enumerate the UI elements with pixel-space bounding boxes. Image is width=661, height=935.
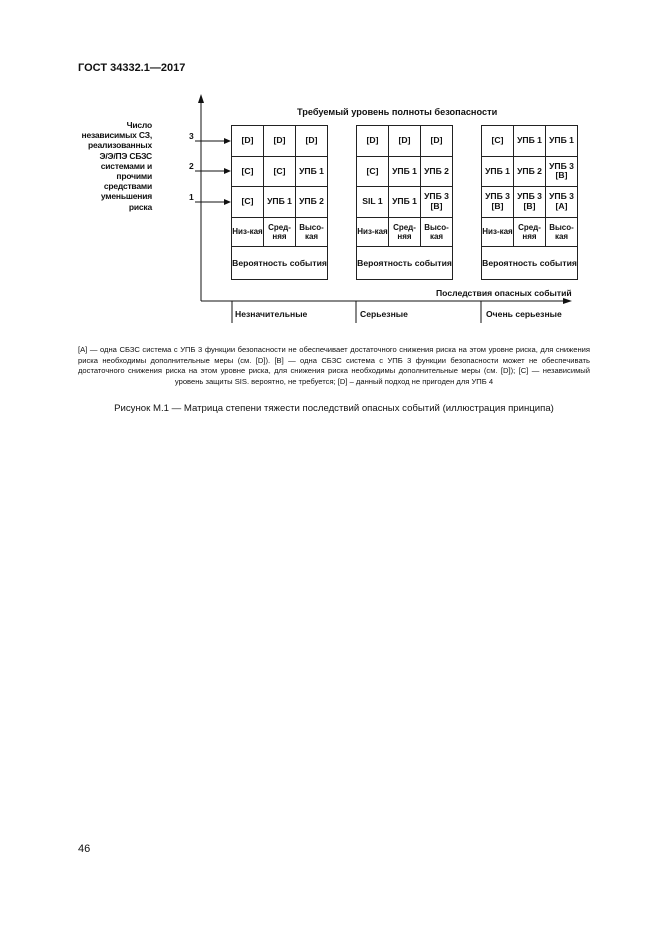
- severity-very-serious: Очень серьезные: [486, 309, 562, 319]
- y-level-1: 1: [189, 192, 194, 202]
- cell: [C]: [264, 156, 296, 187]
- probability-low: Низ-кая: [482, 217, 514, 246]
- probability-high: Высо-кая: [421, 217, 453, 246]
- x-axis-label: Последствия опасных событий: [436, 288, 572, 298]
- cell: УПБ 3 [A]: [546, 187, 578, 218]
- cell: [C]: [232, 187, 264, 218]
- cell: УПБ 2: [514, 156, 546, 187]
- cell: [D]: [421, 126, 453, 157]
- y-axis-arrow: [198, 94, 204, 103]
- probability-medium: Сред-няя: [514, 217, 546, 246]
- probability-footer: Вероятность события: [357, 246, 453, 279]
- cell: [C]: [232, 156, 264, 187]
- cell: [C]: [357, 156, 389, 187]
- probability-medium: Сред-няя: [389, 217, 421, 246]
- cell: УПБ 1: [546, 126, 578, 157]
- cell: [D]: [357, 126, 389, 157]
- cell: УПБ 3 [B]: [514, 187, 546, 218]
- y-level-2: 2: [189, 161, 194, 171]
- probability-high: Высо-кая: [546, 217, 578, 246]
- cell: УПБ 1: [389, 156, 421, 187]
- figure-notes: [A] — одна СБЗС система с УПБ 3 функции безопасности не обеспечивает достаточного снижения риска на этом уровне риска, для снижения риска необходимы дополнительные меры (см. [D]). [B] — одна СБЗС система с УПБ 3 функции безопасности может не обеспечивать достаточного снижения риска на этом уровне риска, для снижения риска необходимы дополнительные меры (см. [D]); [C] — независимый уровень защиты SIS. вероятно, не требуется; [D] – данный подход не пригоден для УПБ 4: [78, 345, 590, 386]
- figure-caption: Рисунок М.1 — Матрица степени тяжести последствий опасных событий (иллюстрация принципа): [114, 403, 554, 414]
- probability-footer: Вероятность события: [232, 246, 328, 279]
- probability-footer: Вероятность события: [482, 246, 578, 279]
- matrix-serious: [356, 125, 453, 280]
- cell: УПБ 2: [421, 156, 453, 187]
- cell: УПБ 3 [B]: [421, 187, 453, 218]
- cell: [D]: [232, 126, 264, 157]
- probability-low: Низ-кая: [357, 217, 389, 246]
- document-header: ГОСТ 34332.1—2017: [78, 62, 186, 74]
- y-axis-label: Число независимых СЗ, реализованных Э/Э/ПЭ СБЗС системами и прочими средствами уменьшения риска: [81, 120, 152, 212]
- cell: УПБ 1: [296, 156, 328, 187]
- cell: УПБ 1: [389, 187, 421, 218]
- cell: SIL 1: [357, 187, 389, 218]
- cell: УПБ 3 [B]: [482, 187, 514, 218]
- x-axis-arrow: [563, 298, 572, 304]
- cell: [D]: [389, 126, 421, 157]
- cell: УПБ 2: [296, 187, 328, 218]
- cell: [C]: [482, 126, 514, 157]
- severity-insignificant: Незначительные: [235, 309, 308, 319]
- cell: [D]: [264, 126, 296, 157]
- y-level-3: 3: [189, 131, 194, 141]
- probability-medium: Сред-няя: [264, 217, 296, 246]
- cell: УПБ 1: [514, 126, 546, 157]
- required-sil-title: Требуемый уровень полноты безопасности: [297, 107, 498, 117]
- cell: УПБ 1: [264, 187, 296, 218]
- matrix-very-serious: [481, 125, 578, 280]
- matrix-insignificant: [231, 125, 328, 280]
- probability-high: Высо-кая: [296, 217, 328, 246]
- severity-serious: Серьезные: [360, 309, 408, 319]
- probability-low: Низ-кая: [232, 217, 264, 246]
- cell: УПБ 1: [482, 156, 514, 187]
- cell: [D]: [296, 126, 328, 157]
- cell: УПБ 3 [B]: [546, 156, 578, 187]
- page-number: 46: [78, 843, 91, 855]
